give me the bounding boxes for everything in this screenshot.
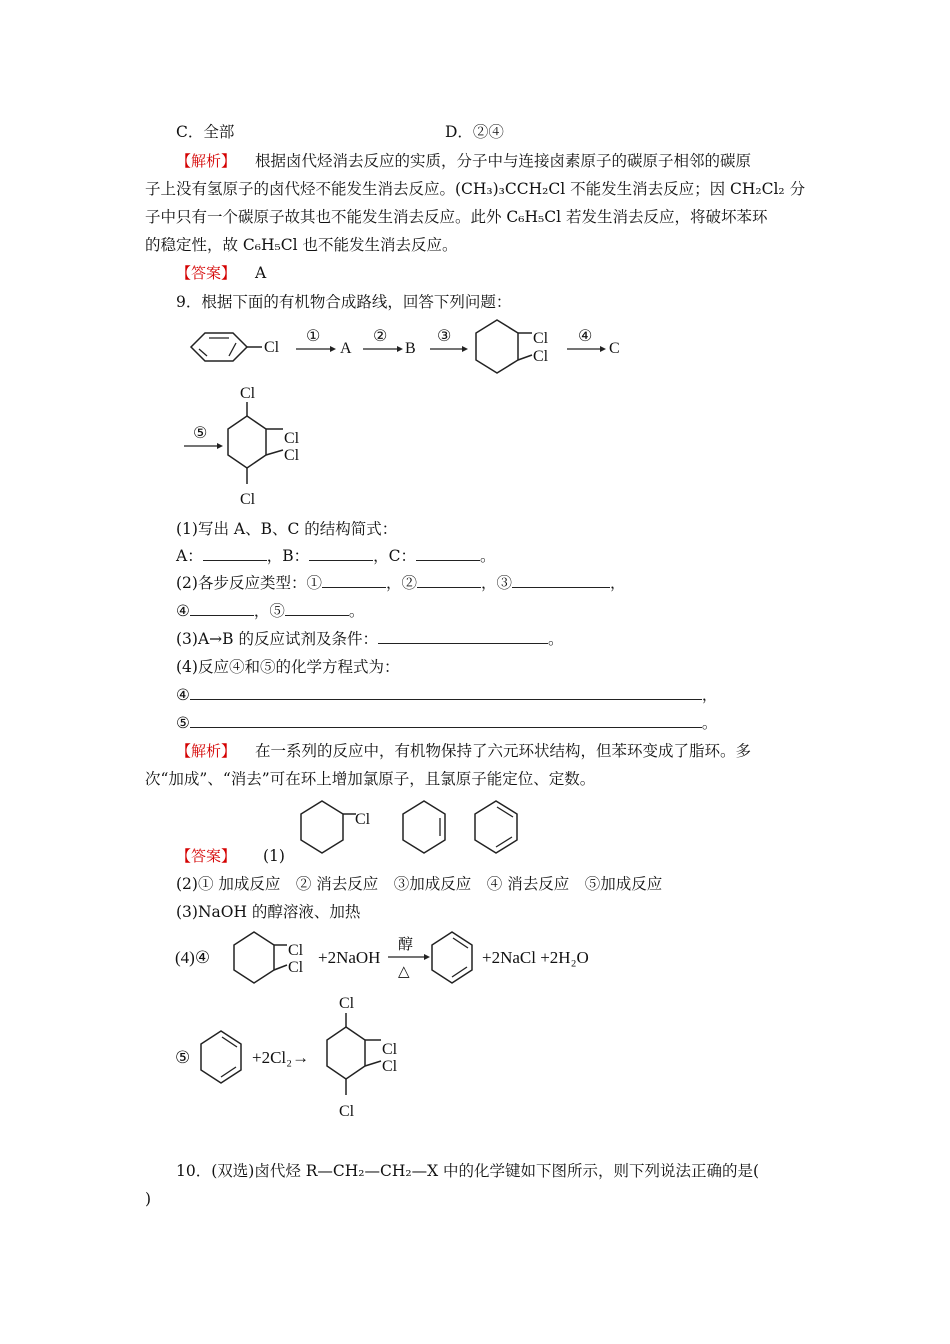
eq4-condition-bottom: △	[398, 964, 410, 980]
svg-text:Cl: Cl	[355, 811, 371, 828]
svg-text:Cl: Cl	[382, 1041, 398, 1058]
q9-analysis-line-2: 次“加成”、“消去”可在环上增加氯原子，且氯原子能定位、定数。	[145, 770, 596, 788]
svg-text:Cl: Cl	[284, 430, 300, 447]
svg-text:Cl: Cl	[382, 1058, 398, 1075]
route-cl-label: Cl	[264, 339, 280, 356]
intermediate-a: A	[340, 340, 352, 357]
eq5-label: ⑤	[175, 1048, 191, 1067]
q9-part-4-eq-4: ④ ，	[176, 686, 718, 704]
q9-stem: 9．根据下面的有机物合成路线，回答下列问题：	[176, 293, 512, 311]
eq4-reactant-structure	[234, 932, 304, 983]
chlorocyclohexane-structure	[301, 801, 371, 853]
analysis-tag: 【解析】	[176, 742, 237, 760]
q9-part-2: (2)各步反应类型：① ，② ，③ ，	[176, 574, 626, 592]
eq4-reagent: +2NaOH	[318, 948, 381, 967]
q8-analysis-line-1: 【解析】 根据卤代烃消去反应的实质，分子中与连接卤素原子的碳原子相邻的碳原	[176, 152, 751, 170]
intermediate-b: B	[405, 340, 416, 357]
svg-text:Cl: Cl	[288, 959, 304, 976]
option-d: D．②④	[445, 123, 504, 141]
q9-part-4-eq-5: ⑤ 。	[176, 714, 718, 732]
option-c: C．全部	[176, 123, 235, 141]
q8-answer: A	[254, 264, 267, 282]
q9-part-1: (1)写出 A、B、C 的结构简式：	[176, 520, 398, 538]
svg-text:Cl: Cl	[284, 447, 300, 464]
q9-answer-2: (2)① 加成反应 ② 消去反应 ③加成反应 ④ 消去反应 ⑤加成反应	[176, 875, 663, 893]
step-4-label: ④	[578, 328, 593, 345]
svg-text:Cl: Cl	[240, 491, 256, 508]
eq4-label: (4)④	[175, 948, 211, 967]
svg-text:Cl: Cl	[533, 330, 549, 347]
cyclohexene-structure	[403, 801, 445, 853]
q10-stem-line-1: 10．(双选)卤代烃 R—CH₂—CH₂—X 中的化学键如下图所示，则下列说法正确的是(	[176, 1162, 760, 1180]
eq5-product-tetrachlorocyclohexane	[327, 995, 398, 1120]
q9-part-2-cont: ④ ，⑤ 。	[176, 602, 365, 620]
svg-text:Cl: Cl	[288, 942, 304, 959]
svg-text:Cl: Cl	[339, 995, 355, 1012]
q9-part-3: (3)A→B 的反应试剂及条件： 。	[176, 630, 564, 648]
intermediate-c: C	[609, 340, 620, 357]
step-1-label: ①	[306, 328, 321, 345]
answer-tag: 【答案】	[176, 847, 237, 865]
q8-analysis-line-3: 子中只有一个碳原子故其也不能发生消去反应。此外 C₆H₅Cl 若发生消去反应，将破坏苯环	[145, 208, 768, 226]
eq4-products: +2NaCl +2H₂O	[482, 948, 589, 967]
q8-analysis-line-4: 的稳定性，故 C₆H₅Cl 也不能发生消去反应。	[145, 236, 458, 254]
step-5-label: ⑤	[193, 425, 208, 442]
svg-text:Cl: Cl	[533, 348, 549, 365]
q8-analysis-line-2: 子上没有氢原子的卤代烃不能发生消去反应。(CH₃)₃CCH₂Cl 不能发生消去反应；因 CH₂Cl₂ 分	[145, 180, 806, 198]
q9-answer-line: 【答案】 (1)	[176, 847, 285, 865]
svg-text:Cl: Cl	[240, 385, 256, 402]
q9-analysis-line-1: 【解析】 在一系列的反应中，有机物保持了六元环状结构，但苯环变成了脂环。多	[176, 742, 751, 760]
analysis-tag: 【解析】	[176, 152, 237, 170]
q9-part-4: (4)反应④和⑤的化学方程式为：	[176, 658, 400, 676]
q9-answer-3: (3)NaOH 的醇溶液、加热	[176, 903, 361, 921]
step-3-label: ③	[437, 328, 452, 345]
cyclohexadiene-structure	[475, 801, 517, 853]
q10-stem-line-2: )	[145, 1190, 152, 1208]
answer-tag: 【答案】	[176, 264, 237, 282]
eq5-reactant-cyclohexadiene	[201, 1031, 241, 1083]
svg-text:Cl: Cl	[339, 1103, 355, 1120]
step-2-label: ②	[373, 328, 388, 345]
eq5-reagent: +2Cl₂→	[252, 1048, 310, 1067]
q9-part-1-blanks: A： ，B： ，C： 。	[176, 547, 496, 565]
eq4-product-cyclohexadiene	[432, 932, 472, 983]
eq4-condition-top: 醇	[398, 937, 414, 953]
